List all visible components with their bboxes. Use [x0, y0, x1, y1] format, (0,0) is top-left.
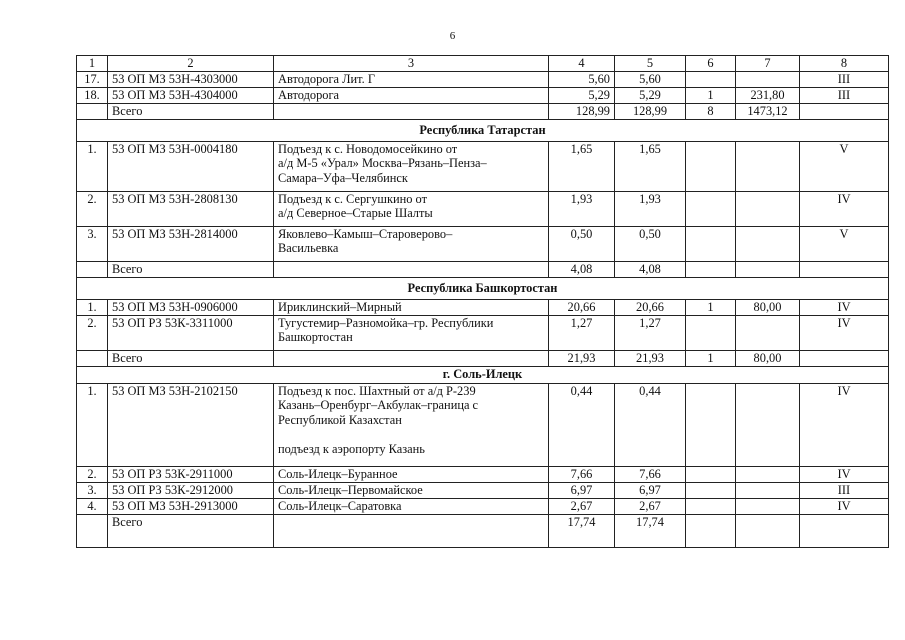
road-code: 53 ОП МЗ 53Н-2814000	[108, 226, 274, 261]
total-col5: 128,99	[615, 103, 686, 119]
road-category: IV	[800, 191, 889, 226]
table-row	[77, 299, 889, 315]
cell-col7	[736, 226, 800, 261]
header-row	[77, 56, 889, 72]
row-number: 3.	[77, 482, 108, 498]
road-code: 53 ОП МЗ 53Н-2102150	[108, 383, 274, 466]
table-row	[77, 315, 889, 350]
total-col4: 17,74	[549, 514, 615, 547]
table-row	[77, 383, 889, 466]
cell-col5: 1,65	[615, 141, 686, 191]
road-name: Автодорога Лит. Г	[274, 71, 549, 87]
road-name: Соль-Илецк–Первомайское	[274, 482, 549, 498]
cell-col6	[686, 498, 736, 514]
cell-col7	[736, 141, 800, 191]
total-label: Всего	[108, 350, 274, 366]
road-category: V	[800, 226, 889, 261]
road-code: 53 ОП МЗ 53Н-0004180	[108, 141, 274, 191]
road-name: Соль-Илецк–Саратовка	[274, 498, 549, 514]
header-cell: 7	[736, 56, 800, 72]
total-col5: 21,93	[615, 350, 686, 366]
total-row	[77, 261, 889, 277]
road-category: IV	[800, 466, 889, 482]
header-cell: 5	[615, 56, 686, 72]
road-name: Ириклинский–Мирный	[274, 299, 549, 315]
region-row	[77, 119, 889, 141]
cell-col5: 1,27	[615, 315, 686, 350]
cell-col5: 5,29	[615, 87, 686, 103]
cell-col6	[686, 71, 736, 87]
road-category: V	[800, 141, 889, 191]
total-col7: 1473,12	[736, 103, 800, 119]
road-category: III	[800, 87, 889, 103]
road-code: 53 ОП МЗ 53Н-4304000	[108, 87, 274, 103]
cell-col7	[736, 315, 800, 350]
total-col6	[686, 514, 736, 547]
cell-col4: 1,27	[549, 315, 615, 350]
road-name: Подъезд к пос. Шахтный от а/д Р-239 Казань–Оренбург–Акбулак–граница с Республикой Казахстан подъезд к аэропорту Казань	[274, 383, 549, 466]
cell-col6	[686, 482, 736, 498]
header-cell: 1	[77, 56, 108, 72]
road-code: 53 ОП РЗ 53К-2912000	[108, 482, 274, 498]
table-row	[77, 226, 889, 261]
cell-col7: 80,00	[736, 299, 800, 315]
cell-col6: 1	[686, 87, 736, 103]
cell-col4: 0,44	[549, 383, 615, 466]
row-number: 1.	[77, 383, 108, 466]
cell-col5: 0,44	[615, 383, 686, 466]
road-name: Подъезд к с. Новодомосейкино от а/д М-5 «Урал» Москва–Рязань–Пенза– Самара–Уфа–Челябинск	[274, 141, 549, 191]
total-row	[77, 514, 889, 547]
row-number: 17.	[77, 71, 108, 87]
roads-table	[76, 55, 889, 548]
table-row	[77, 87, 889, 103]
total-col5: 4,08	[615, 261, 686, 277]
road-name: Яковлево–Камыш–Староверово– Васильевка	[274, 226, 549, 261]
header-cell: 3	[274, 56, 549, 72]
table-row	[77, 466, 889, 482]
cell-col5: 5,60	[615, 71, 686, 87]
cell-col4: 6,97	[549, 482, 615, 498]
cell-col5: 7,66	[615, 466, 686, 482]
total-label: Всего	[108, 261, 274, 277]
header-cell: 2	[108, 56, 274, 72]
total-col6: 1	[686, 350, 736, 366]
total-col5: 17,74	[615, 514, 686, 547]
road-code: 53 ОП РЗ 53К-3311000	[108, 315, 274, 350]
cell-col4: 20,66	[549, 299, 615, 315]
road-name: Тугустемир–Разномойка–гр. Республики Башкортостан	[274, 315, 549, 350]
total-row	[77, 103, 889, 119]
total-col7	[736, 261, 800, 277]
road-code: 53 ОП МЗ 53Н-0906000	[108, 299, 274, 315]
total-col4: 21,93	[549, 350, 615, 366]
road-code: 53 ОП РЗ 53К-2911000	[108, 466, 274, 482]
cell-col5: 2,67	[615, 498, 686, 514]
total-col4: 4,08	[549, 261, 615, 277]
region-row	[77, 277, 889, 299]
road-category: IV	[800, 299, 889, 315]
header-cell: 8	[800, 56, 889, 72]
cell-col7: 231,80	[736, 87, 800, 103]
cell-col5: 1,93	[615, 191, 686, 226]
table-row	[77, 71, 889, 87]
cell-col7	[736, 498, 800, 514]
cell-col4: 7,66	[549, 466, 615, 482]
cell-col6	[686, 466, 736, 482]
cell-col6	[686, 191, 736, 226]
total-row	[77, 350, 889, 366]
row-number: 1.	[77, 141, 108, 191]
road-name: Автодорога	[274, 87, 549, 103]
road-code: 53 ОП МЗ 53Н-2913000	[108, 498, 274, 514]
cell-col7	[736, 482, 800, 498]
total-col6: 8	[686, 103, 736, 119]
row-number: 2.	[77, 315, 108, 350]
cell-col6: 1	[686, 299, 736, 315]
header-cell: 4	[549, 56, 615, 72]
total-label: Всего	[108, 514, 274, 547]
region-title: г. Соль-Илецк	[77, 366, 889, 383]
road-category: IV	[800, 383, 889, 466]
row-number: 18.	[77, 87, 108, 103]
cell-col5: 20,66	[615, 299, 686, 315]
row-number: 2.	[77, 466, 108, 482]
row-number: 4.	[77, 498, 108, 514]
cell-col6	[686, 141, 736, 191]
row-number: 1.	[77, 299, 108, 315]
page-number: 6	[449, 30, 456, 42]
table-row	[77, 482, 889, 498]
road-category: III	[800, 482, 889, 498]
cell-col4: 0,50	[549, 226, 615, 261]
road-category: III	[800, 71, 889, 87]
total-col4: 128,99	[549, 103, 615, 119]
cell-col5: 6,97	[615, 482, 686, 498]
cell-col6	[686, 315, 736, 350]
road-category: IV	[800, 498, 889, 514]
road-code: 53 ОП МЗ 53Н-2808130	[108, 191, 274, 226]
table-row	[77, 191, 889, 226]
cell-col7	[736, 466, 800, 482]
row-number: 2.	[77, 191, 108, 226]
total-label: Всего	[108, 103, 274, 119]
cell-col4: 1,93	[549, 191, 615, 226]
cell-col5: 0,50	[615, 226, 686, 261]
road-code: 53 ОП МЗ 53Н-4303000	[108, 71, 274, 87]
total-col6	[686, 261, 736, 277]
table-row	[77, 141, 889, 191]
region-row	[77, 366, 889, 383]
cell-col6	[686, 383, 736, 466]
cell-col4: 1,65	[549, 141, 615, 191]
row-number: 3.	[77, 226, 108, 261]
cell-col6	[686, 226, 736, 261]
cell-col7	[736, 71, 800, 87]
table-row	[77, 498, 889, 514]
header-cell: 6	[686, 56, 736, 72]
road-name: Подъезд к с. Сергушкино от а/д Северное–Старые Шалты	[274, 191, 549, 226]
region-title: Республика Башкортостан	[77, 277, 889, 299]
total-col7: 80,00	[736, 350, 800, 366]
cell-col7	[736, 383, 800, 466]
cell-col4: 5,60	[549, 71, 615, 87]
cell-col4: 5,29	[549, 87, 615, 103]
road-name: Соль-Илецк–Буранное	[274, 466, 549, 482]
cell-col4: 2,67	[549, 498, 615, 514]
region-title: Республика Татарстан	[77, 119, 889, 141]
road-category: IV	[800, 315, 889, 350]
cell-col7	[736, 191, 800, 226]
total-col7	[736, 514, 800, 547]
